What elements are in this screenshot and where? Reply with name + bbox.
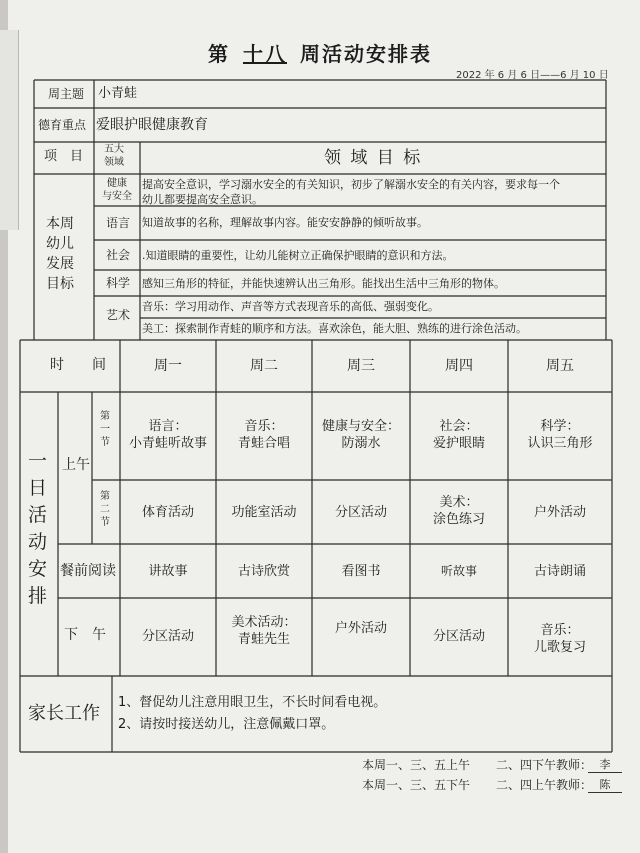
goal-health: 提高安全意识，学习溺水安全的有关知识，初步了解溺水安全的有关内容，要求每一个 幼儿都要提高安全意识。 bbox=[142, 178, 560, 206]
daily-activity-label: 一 日 活 动 安 排 bbox=[28, 450, 48, 607]
goal-language: 知道故事的名称，理解故事内容。能安安静静的倾听故事。 bbox=[142, 216, 428, 229]
goal-art-craft: 美工：探索制作青蛙的顺序和方法。喜欢涂色，能大胆、熟练的进行涂色活动。 bbox=[142, 322, 527, 335]
week-number: 十八 bbox=[243, 42, 287, 66]
pm-tuesday: 美术活动： 青蛙先生 bbox=[231, 615, 297, 647]
parents-item-2: 2、请按时接送幼儿，注意佩戴口罩。 bbox=[118, 717, 335, 732]
five-areas-label: 五大 领域 bbox=[104, 144, 124, 168]
p2-tuesday: 功能室活动 bbox=[231, 505, 297, 520]
period2-label: 第 二 节 bbox=[100, 491, 110, 528]
footer-teacher-1: 李 bbox=[588, 756, 622, 773]
area-social: 社会 bbox=[106, 248, 131, 262]
reading-thursday: 听故事 bbox=[440, 564, 477, 578]
project-label: 项 目 bbox=[44, 149, 84, 164]
morning-label: 上午 bbox=[62, 457, 90, 473]
reading-friday: 古诗朗诵 bbox=[533, 564, 586, 579]
moral-label: 德育重点 bbox=[38, 118, 87, 132]
area-health: 健康 与安全 bbox=[102, 178, 132, 202]
area-science: 科学 bbox=[106, 276, 131, 290]
footer-line1-right: 二、四下午教师： bbox=[496, 758, 593, 772]
p2-friday: 户外活动 bbox=[533, 505, 586, 520]
theme-value: 小青蛙 bbox=[98, 86, 138, 101]
area-language: 语言 bbox=[106, 216, 131, 230]
footer-line2-left: 本周一、三、五下午 bbox=[362, 778, 471, 792]
goal-social: .知道眼睛的重要性，让幼儿能树立正确保护眼睛的意识和方法。 bbox=[142, 249, 454, 262]
p1-tuesday: 音乐： 青蛙合唱 bbox=[237, 419, 290, 451]
reading-wednesday: 看图书 bbox=[341, 564, 381, 579]
day-tuesday: 周二 bbox=[250, 358, 278, 374]
footer-line1-left: 本周一、三、五上午 bbox=[362, 758, 471, 772]
p2-thursday: 美术： 涂色练习 bbox=[432, 495, 485, 527]
reading-monday: 讲故事 bbox=[148, 564, 188, 579]
p2-monday: 体育活动 bbox=[141, 505, 194, 520]
day-friday: 周五 bbox=[546, 358, 574, 374]
reading-tuesday: 古诗欣赏 bbox=[237, 564, 290, 579]
p1-friday: 科学： 认识三角形 bbox=[527, 419, 593, 451]
day-thursday: 周四 bbox=[445, 358, 473, 374]
p1-thursday: 社会： 爱护眼睛 bbox=[432, 419, 485, 451]
time-label: 时 间 bbox=[50, 357, 106, 373]
moral-value: 爱眼护眼健康教育 bbox=[96, 117, 208, 133]
p2-wednesday: 分区活动 bbox=[334, 505, 387, 520]
weekly-goals-label: 本周 幼儿 发展 目标 bbox=[46, 216, 74, 292]
period1-label: 第 一 节 bbox=[100, 411, 110, 448]
pm-friday: 音乐： 儿歌复习 bbox=[533, 623, 586, 655]
parents-item-1: 1、督促幼儿注意用眼卫生，不长时间看电视。 bbox=[118, 695, 387, 710]
title-prefix: 第 bbox=[208, 42, 231, 66]
title-suffix: 周活动安排表 bbox=[299, 42, 432, 66]
footer-teacher-2: 陈 bbox=[588, 776, 622, 793]
goal-art-music: 音乐：学习用动作、声音等方式表现音乐的高低、强弱变化。 bbox=[142, 300, 439, 313]
parents-work-label: 家长工作 bbox=[28, 703, 100, 724]
area-goal-label: 领 域 目 标 bbox=[324, 148, 423, 168]
goal-science: 感知三角形的特征，并能快速辨认出三角形。能找出生活中三角形的物体。 bbox=[142, 277, 505, 290]
footer-line2-right: 二、四上午教师： bbox=[496, 778, 593, 792]
theme-label: 周主题 bbox=[48, 87, 85, 101]
day-monday: 周一 bbox=[154, 358, 182, 374]
afternoon-label: 下 午 bbox=[64, 627, 106, 643]
p1-wednesday: 健康与安全： 防溺水 bbox=[321, 419, 400, 451]
p1-monday: 语言： 小青蛙听故事 bbox=[128, 419, 207, 451]
date-range: 2022 年 6 月 6 日——6 月 10 日 bbox=[456, 70, 609, 81]
day-wednesday: 周三 bbox=[347, 358, 375, 374]
area-art: 艺术 bbox=[106, 308, 131, 322]
pm-thursday: 分区活动 bbox=[432, 629, 485, 644]
pm-wednesday: 户外活动 bbox=[334, 621, 387, 636]
reading-label: 餐前阅读 bbox=[60, 563, 116, 579]
pm-monday: 分区活动 bbox=[141, 629, 194, 644]
